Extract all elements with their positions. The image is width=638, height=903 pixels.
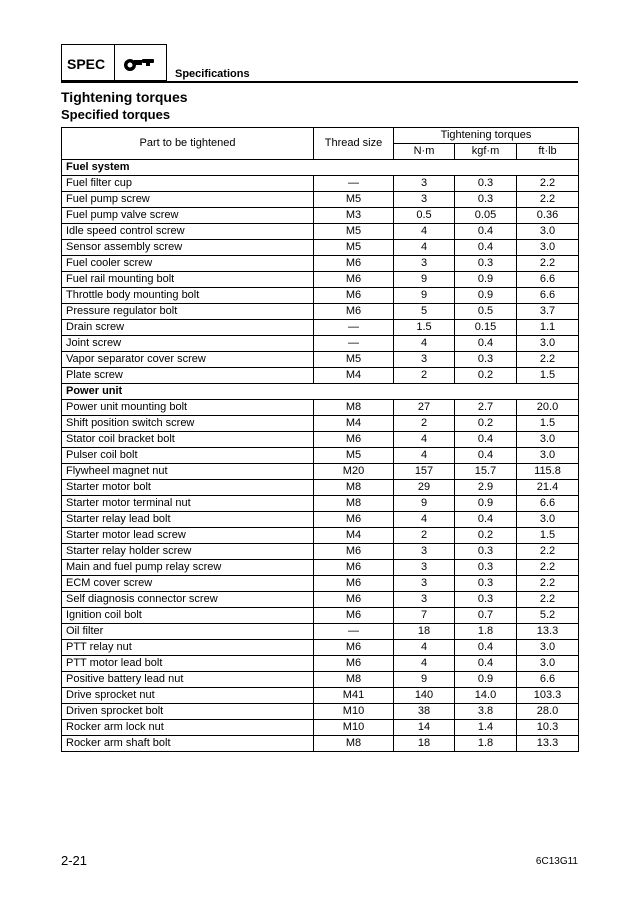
thread-size-cell: M5: [314, 224, 394, 240]
torque-kgfm-cell: 0.3: [455, 544, 517, 560]
torque-ftlb-cell: 2.2: [517, 592, 579, 608]
torque-nm-cell: 9: [394, 272, 455, 288]
torque-ftlb-cell: 10.3: [517, 720, 579, 736]
torque-kgfm-cell: 0.2: [455, 416, 517, 432]
torque-nm-cell: 9: [394, 288, 455, 304]
page-header: [61, 44, 578, 83]
thread-size-cell: M6: [314, 592, 394, 608]
torque-nm-cell: 0.5: [394, 208, 455, 224]
table-row: [62, 608, 579, 624]
thread-size-cell: M10: [314, 704, 394, 720]
torque-kgfm-cell: 0.5: [455, 304, 517, 320]
torque-ftlb-cell: 3.0: [517, 224, 579, 240]
torque-kgfm-cell: 1.8: [455, 736, 517, 752]
torque-kgfm-cell: 0.4: [455, 656, 517, 672]
part-cell: Pressure regulator bolt: [62, 304, 314, 320]
table-row: [62, 224, 579, 240]
col-header-thread: Thread size: [314, 128, 394, 160]
torque-ftlb-cell: 1.5: [517, 528, 579, 544]
torque-ftlb-cell: 3.0: [517, 448, 579, 464]
table-row: [62, 336, 579, 352]
thread-size-cell: —: [314, 320, 394, 336]
torque-kgfm-cell: 0.2: [455, 528, 517, 544]
table-row: [62, 416, 579, 432]
torque-table: [61, 127, 579, 752]
part-cell: Starter relay lead bolt: [62, 512, 314, 528]
thread-size-cell: M4: [314, 416, 394, 432]
torque-ftlb-cell: 115.8: [517, 464, 579, 480]
thread-size-cell: M10: [314, 720, 394, 736]
torque-kgfm-cell: 14.0: [455, 688, 517, 704]
thread-size-cell: M6: [314, 576, 394, 592]
col-header-torque: Tightening torques: [394, 128, 579, 144]
table-row: [62, 704, 579, 720]
torque-ftlb-cell: 2.2: [517, 256, 579, 272]
torque-kgfm-cell: 1.8: [455, 624, 517, 640]
table-row: [62, 352, 579, 368]
unit-header: kgf·m: [455, 144, 517, 160]
section-heading: Power unit: [62, 384, 579, 400]
torque-nm-cell: 3: [394, 560, 455, 576]
part-cell: Driven sprocket bolt: [62, 704, 314, 720]
spec-tab: [61, 44, 115, 81]
part-cell: Stator coil bracket bolt: [62, 432, 314, 448]
table-row: [62, 656, 579, 672]
thread-size-cell: M20: [314, 464, 394, 480]
torque-kgfm-cell: 0.3: [455, 560, 517, 576]
torque-kgfm-cell: 3.8: [455, 704, 517, 720]
part-cell: Idle speed control screw: [62, 224, 314, 240]
torque-nm-cell: 140: [394, 688, 455, 704]
col-header-part: Part to be tightened: [62, 128, 314, 160]
torque-nm-cell: 9: [394, 672, 455, 688]
torque-nm-cell: 4: [394, 224, 455, 240]
torque-ftlb-cell: 2.2: [517, 560, 579, 576]
torque-nm-cell: 4: [394, 432, 455, 448]
part-cell: Shift position switch screw: [62, 416, 314, 432]
torque-nm-cell: 4: [394, 240, 455, 256]
thread-size-cell: —: [314, 624, 394, 640]
torque-kgfm-cell: 0.9: [455, 672, 517, 688]
torque-ftlb-cell: 13.3: [517, 736, 579, 752]
torque-nm-cell: 14: [394, 720, 455, 736]
torque-ftlb-cell: 3.0: [517, 432, 579, 448]
torque-ftlb-cell: 28.0: [517, 704, 579, 720]
torque-nm-cell: 4: [394, 512, 455, 528]
wrench-torque-icon-box: [115, 44, 167, 81]
thread-size-cell: M6: [314, 512, 394, 528]
part-cell: Starter motor terminal nut: [62, 496, 314, 512]
torque-kgfm-cell: 0.4: [455, 640, 517, 656]
torque-ftlb-cell: 2.2: [517, 176, 579, 192]
part-cell: Power unit mounting bolt: [62, 400, 314, 416]
torque-ftlb-cell: 6.6: [517, 496, 579, 512]
torque-kgfm-cell: 0.05: [455, 208, 517, 224]
torque-kgfm-cell: 0.9: [455, 288, 517, 304]
torque-kgfm-cell: 0.4: [455, 432, 517, 448]
table-row: [62, 320, 579, 336]
page-number: 2-21: [61, 853, 88, 868]
torque-ftlb-cell: 5.2: [517, 608, 579, 624]
torque-ftlb-cell: 3.0: [517, 512, 579, 528]
table-row: [62, 400, 579, 416]
torque-nm-cell: 3: [394, 544, 455, 560]
section-title: Specifications: [175, 68, 250, 80]
torque-kgfm-cell: 2.7: [455, 400, 517, 416]
thread-size-cell: M8: [314, 400, 394, 416]
thread-size-cell: M5: [314, 352, 394, 368]
torque-kgfm-cell: 0.2: [455, 368, 517, 384]
table-row: [62, 576, 579, 592]
torque-nm-cell: 9: [394, 496, 455, 512]
table-row: [62, 464, 579, 480]
thread-size-cell: M8: [314, 736, 394, 752]
thread-size-cell: M6: [314, 560, 394, 576]
part-cell: Oil filter: [62, 624, 314, 640]
part-cell: Rocker arm lock nut: [62, 720, 314, 736]
torque-ftlb-cell: 21.4: [517, 480, 579, 496]
table-row: [62, 256, 579, 272]
torque-kgfm-cell: 0.3: [455, 256, 517, 272]
torque-kgfm-cell: 0.4: [455, 448, 517, 464]
section-row: [62, 160, 579, 176]
torque-kgfm-cell: 15.7: [455, 464, 517, 480]
torque-ftlb-cell: 1.1: [517, 320, 579, 336]
table-row: [62, 528, 579, 544]
torque-kgfm-cell: 1.4: [455, 720, 517, 736]
torque-kgfm-cell: 0.4: [455, 240, 517, 256]
part-cell: Throttle body mounting bolt: [62, 288, 314, 304]
torque-nm-cell: 2: [394, 528, 455, 544]
thread-size-cell: M41: [314, 688, 394, 704]
torque-nm-cell: 27: [394, 400, 455, 416]
torque-ftlb-cell: 6.6: [517, 672, 579, 688]
torque-nm-cell: 3: [394, 352, 455, 368]
torque-ftlb-cell: 2.2: [517, 576, 579, 592]
unit-header: N·m: [394, 144, 455, 160]
thread-size-cell: M3: [314, 208, 394, 224]
part-cell: Main and fuel pump relay screw: [62, 560, 314, 576]
torque-ftlb-cell: 2.2: [517, 544, 579, 560]
part-cell: Starter relay holder screw: [62, 544, 314, 560]
section-row: [62, 384, 579, 400]
table-row: [62, 208, 579, 224]
table-row: [62, 512, 579, 528]
thread-size-cell: M6: [314, 656, 394, 672]
wrench-torque-icon: [122, 53, 158, 75]
table-row: [62, 448, 579, 464]
table-row: [62, 592, 579, 608]
table-row: [62, 272, 579, 288]
part-cell: Fuel pump screw: [62, 192, 314, 208]
thread-size-cell: M6: [314, 288, 394, 304]
torque-table-body: [62, 160, 579, 752]
part-cell: ECM cover screw: [62, 576, 314, 592]
thread-size-cell: M6: [314, 640, 394, 656]
torque-nm-cell: 4: [394, 656, 455, 672]
torque-nm-cell: 3: [394, 192, 455, 208]
torque-kgfm-cell: 0.4: [455, 512, 517, 528]
spec-label: SPEC: [67, 56, 106, 72]
torque-ftlb-cell: 2.2: [517, 192, 579, 208]
torque-nm-cell: 5: [394, 304, 455, 320]
thread-size-cell: M5: [314, 192, 394, 208]
torque-nm-cell: 2: [394, 416, 455, 432]
part-cell: Drive sprocket nut: [62, 688, 314, 704]
torque-nm-cell: 4: [394, 336, 455, 352]
table-row: [62, 720, 579, 736]
thread-size-cell: —: [314, 336, 394, 352]
torque-kgfm-cell: 0.4: [455, 336, 517, 352]
part-cell: PTT motor lead bolt: [62, 656, 314, 672]
section-heading: Fuel system: [62, 160, 579, 176]
table-row: [62, 192, 579, 208]
torque-kgfm-cell: 0.9: [455, 496, 517, 512]
part-cell: Fuel filter cup: [62, 176, 314, 192]
torque-nm-cell: 38: [394, 704, 455, 720]
torque-kgfm-cell: 0.3: [455, 192, 517, 208]
table-row: [62, 240, 579, 256]
torque-kgfm-cell: 0.3: [455, 176, 517, 192]
torque-ftlb-cell: 0.36: [517, 208, 579, 224]
table-row: [62, 288, 579, 304]
part-cell: Vapor separator cover screw: [62, 352, 314, 368]
torque-ftlb-cell: 3.0: [517, 656, 579, 672]
table-row: [62, 432, 579, 448]
part-cell: Fuel rail mounting bolt: [62, 272, 314, 288]
torque-nm-cell: 7: [394, 608, 455, 624]
torque-nm-cell: 4: [394, 640, 455, 656]
table-row: [62, 176, 579, 192]
torque-ftlb-cell: 3.7: [517, 304, 579, 320]
torque-ftlb-cell: 6.6: [517, 272, 579, 288]
thread-size-cell: M8: [314, 480, 394, 496]
torque-ftlb-cell: 20.0: [517, 400, 579, 416]
torque-nm-cell: 3: [394, 256, 455, 272]
thread-size-cell: M6: [314, 256, 394, 272]
table-row: [62, 736, 579, 752]
part-cell: Rocker arm shaft bolt: [62, 736, 314, 752]
thread-size-cell: M5: [314, 448, 394, 464]
document-code: 6C13G11: [535, 856, 578, 867]
torque-nm-cell: 157: [394, 464, 455, 480]
thread-size-cell: M5: [314, 240, 394, 256]
thread-size-cell: M6: [314, 304, 394, 320]
part-cell: Starter motor lead screw: [62, 528, 314, 544]
torque-nm-cell: 1.5: [394, 320, 455, 336]
table-row: [62, 672, 579, 688]
torque-kgfm-cell: 0.3: [455, 576, 517, 592]
part-cell: Starter motor bolt: [62, 480, 314, 496]
thread-size-cell: M4: [314, 368, 394, 384]
part-cell: Self diagnosis connector screw: [62, 592, 314, 608]
torque-nm-cell: 4: [394, 448, 455, 464]
torque-kgfm-cell: 2.9: [455, 480, 517, 496]
torque-nm-cell: 18: [394, 736, 455, 752]
torque-nm-cell: 3: [394, 576, 455, 592]
part-cell: Joint screw: [62, 336, 314, 352]
part-cell: Fuel cooler screw: [62, 256, 314, 272]
part-cell: Pulser coil bolt: [62, 448, 314, 464]
torque-ftlb-cell: 3.0: [517, 640, 579, 656]
table-row: [62, 640, 579, 656]
part-cell: Drain screw: [62, 320, 314, 336]
table-row: [62, 624, 579, 640]
part-cell: Positive battery lead nut: [62, 672, 314, 688]
torque-ftlb-cell: 2.2: [517, 352, 579, 368]
torque-ftlb-cell: 13.3: [517, 624, 579, 640]
page-title: Tightening torques: [61, 89, 188, 105]
torque-ftlb-cell: 3.0: [517, 336, 579, 352]
table-row: [62, 304, 579, 320]
header-rule: [61, 81, 578, 83]
torque-ftlb-cell: 1.5: [517, 368, 579, 384]
table-row: [62, 544, 579, 560]
torque-kgfm-cell: 0.15: [455, 320, 517, 336]
torque-nm-cell: 2: [394, 368, 455, 384]
thread-size-cell: M6: [314, 608, 394, 624]
torque-kgfm-cell: 0.9: [455, 272, 517, 288]
thread-size-cell: M8: [314, 496, 394, 512]
thread-size-cell: —: [314, 176, 394, 192]
table-row: [62, 496, 579, 512]
torque-nm-cell: 29: [394, 480, 455, 496]
torque-ftlb-cell: 6.6: [517, 288, 579, 304]
torque-nm-cell: 3: [394, 176, 455, 192]
part-cell: Flywheel magnet nut: [62, 464, 314, 480]
thread-size-cell: M6: [314, 544, 394, 560]
torque-kgfm-cell: 0.3: [455, 592, 517, 608]
torque-ftlb-cell: 103.3: [517, 688, 579, 704]
table-row: [62, 560, 579, 576]
torque-kgfm-cell: 0.3: [455, 352, 517, 368]
thread-size-cell: M8: [314, 672, 394, 688]
part-cell: PTT relay nut: [62, 640, 314, 656]
torque-nm-cell: 18: [394, 624, 455, 640]
table-row: [62, 480, 579, 496]
torque-kgfm-cell: 0.4: [455, 224, 517, 240]
part-cell: Plate screw: [62, 368, 314, 384]
thread-size-cell: M6: [314, 272, 394, 288]
table-row: [62, 688, 579, 704]
part-cell: Sensor assembly screw: [62, 240, 314, 256]
part-cell: Ignition coil bolt: [62, 608, 314, 624]
torque-ftlb-cell: 1.5: [517, 416, 579, 432]
page-subtitle: Specified torques: [61, 107, 171, 122]
torque-ftlb-cell: 3.0: [517, 240, 579, 256]
torque-kgfm-cell: 0.7: [455, 608, 517, 624]
torque-nm-cell: 3: [394, 592, 455, 608]
part-cell: Fuel pump valve screw: [62, 208, 314, 224]
thread-size-cell: M6: [314, 432, 394, 448]
unit-header: ft·lb: [517, 144, 579, 160]
table-row: [62, 368, 579, 384]
thread-size-cell: M4: [314, 528, 394, 544]
